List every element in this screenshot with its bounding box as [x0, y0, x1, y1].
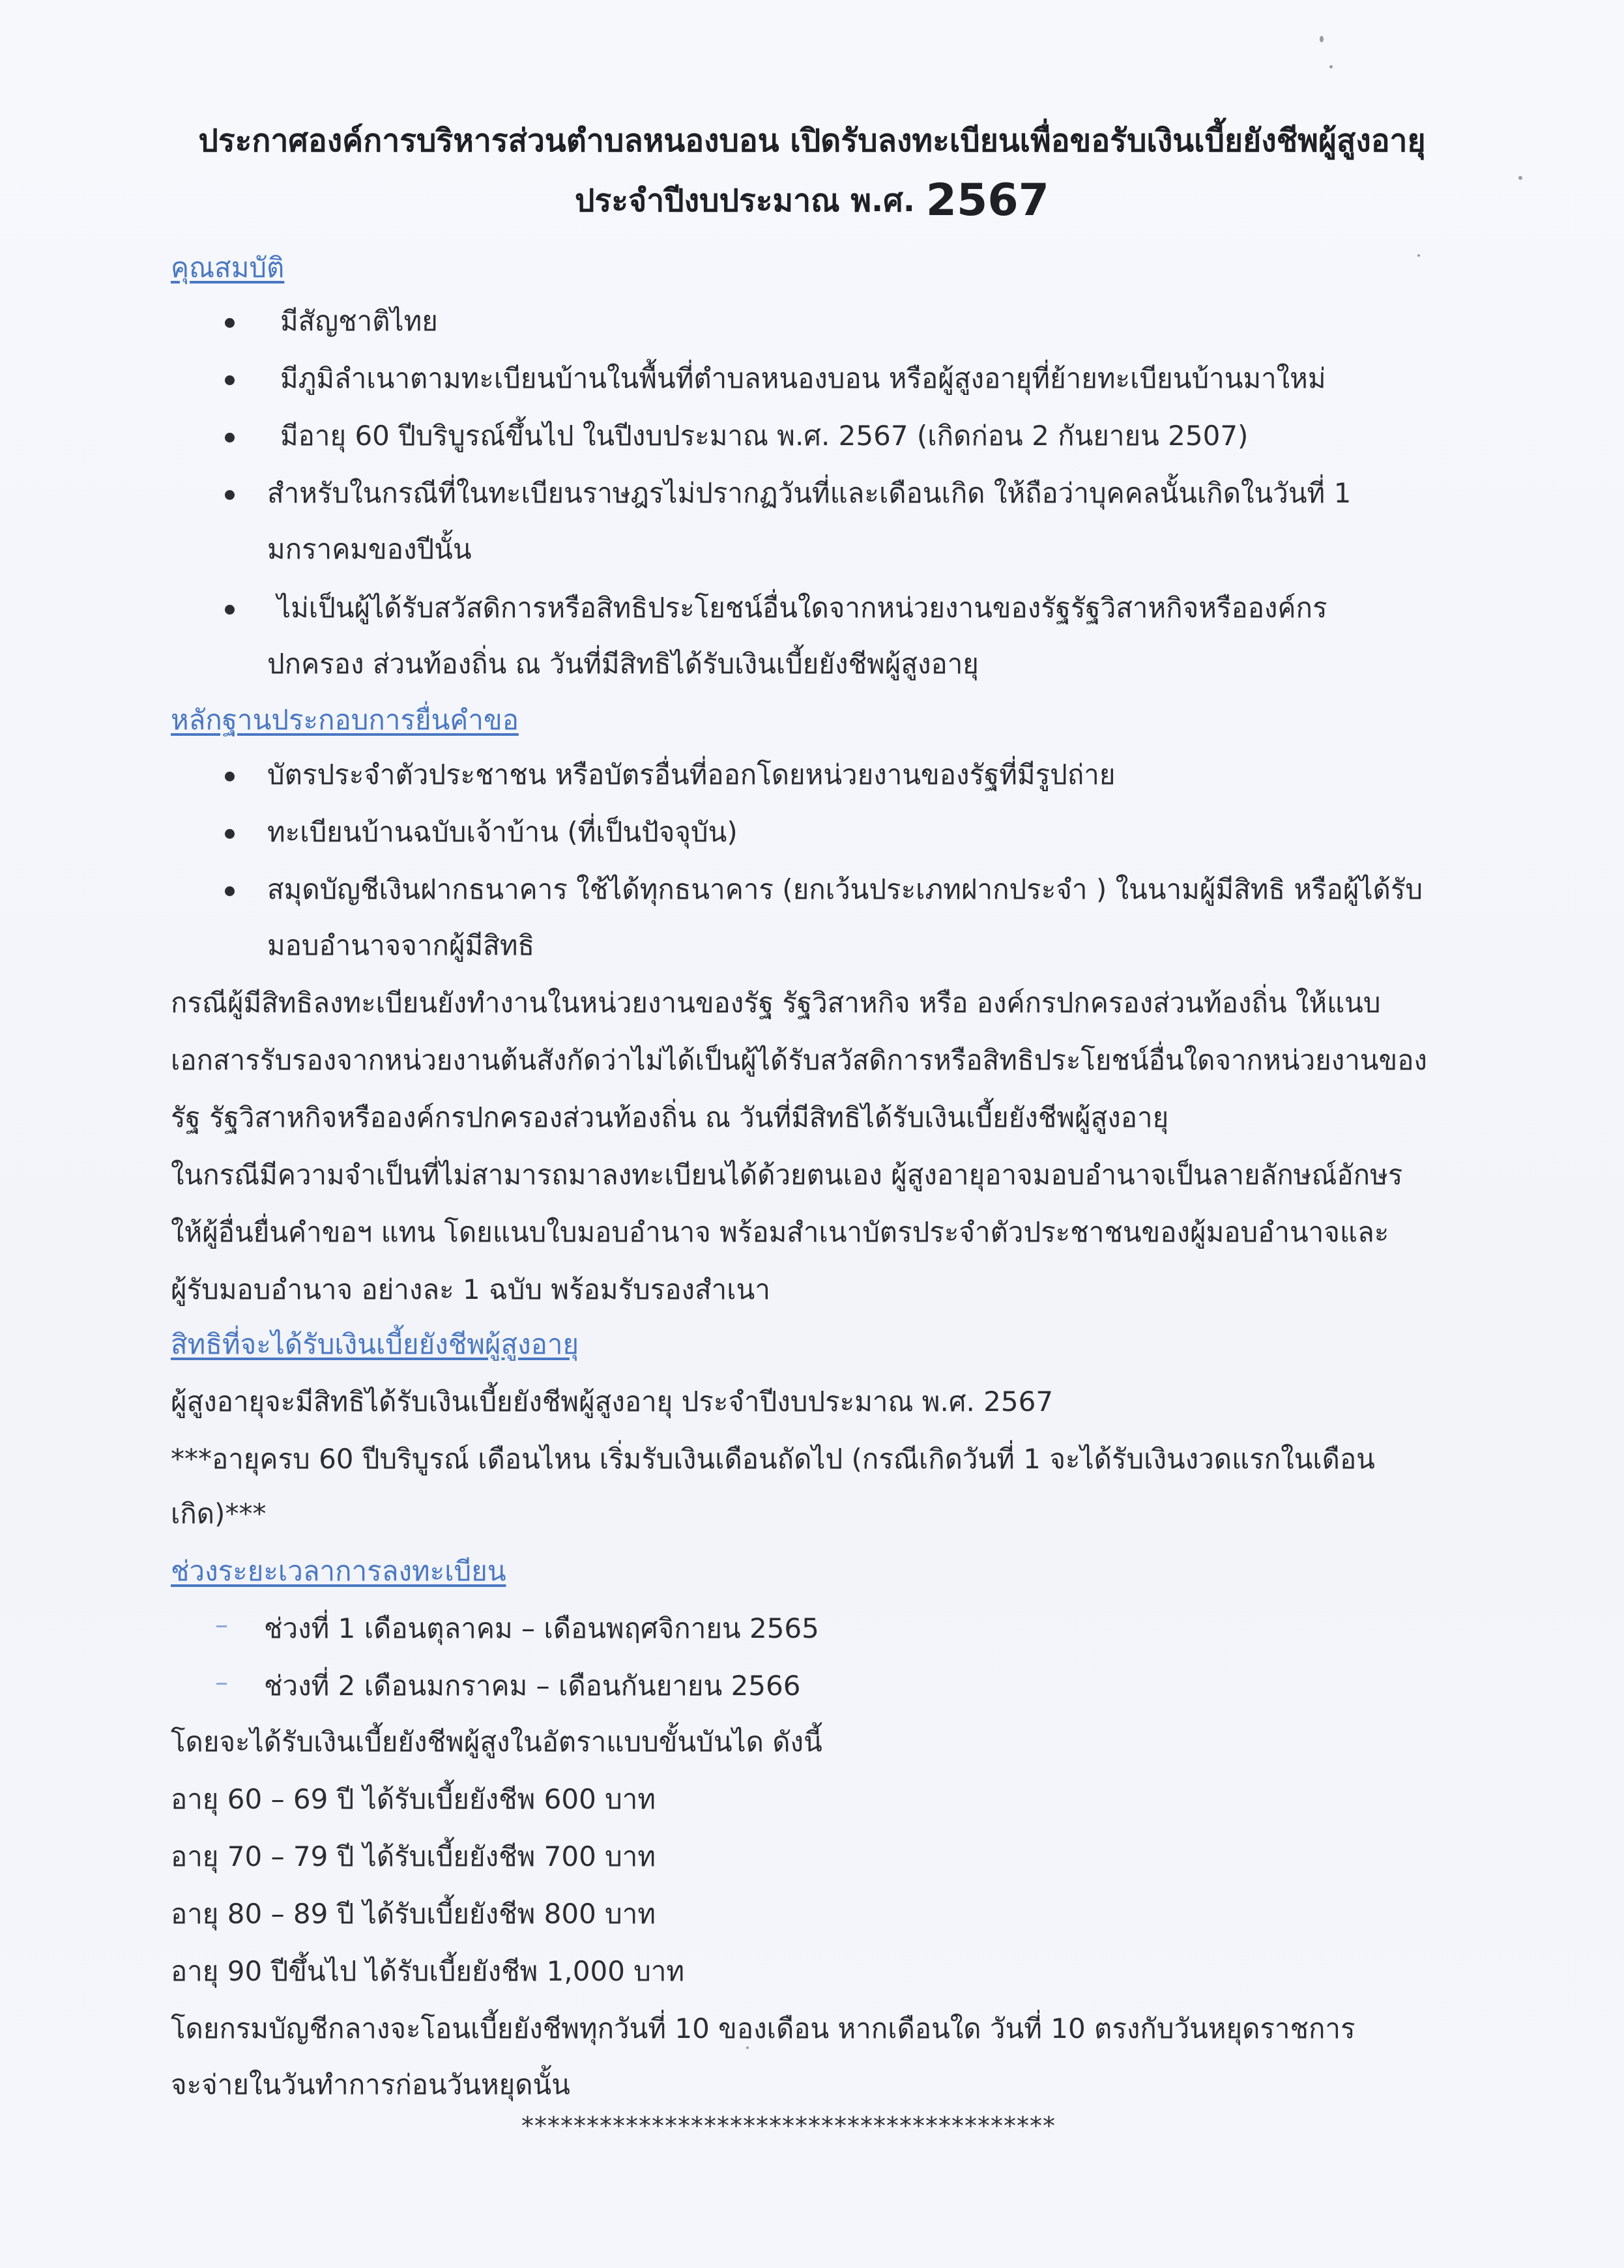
scan-speck [1329, 65, 1333, 68]
evidence-item: บัตรประจำตัวประชาชน หรือบัตรอื่นที่ออกโดยหน่วยงานของรัฐที่มีรูปถ่าย [267, 759, 1116, 791]
bullet-icon [225, 772, 235, 781]
bullet-icon [225, 490, 235, 500]
qualification-item: มีอายุ 60 ปีบริบูรณ์ขึ้นไป ในปีงบประมาณ พ.ศ. 2567 (เกิดก่อน 2 กันยายน 2507) [280, 420, 1249, 452]
evidence-item: ทะเบียนบ้านฉบับเจ้าบ้าน (ที่เป็นปัจจุบัน) [267, 816, 738, 848]
paragraph-line: ในกรณีมีความจำเป็นที่ไม่สามารถมาลงทะเบียนได้ด้วยตนเอง ผู้สูงอายุอาจมอบอำนาจเป็นลายลักษณ์อักษร [171, 1159, 1403, 1191]
paragraph-line: เอกสารรับรองจากหน่วยงานต้นสังกัดว่าไม่ได้เป็นผู้ได้รับสวัสดิการหรือสิทธิประโยชน์อื่นใดจากหน่วยงานของ [171, 1044, 1427, 1076]
rate-line: อายุ 90 ปีขึ้นไป ได้รับเบี้ยยังชีพ 1,000 บาท [171, 1955, 685, 1987]
paragraph-line: ***อายุครบ 60 ปีบริบูรณ์ เดือนไหน เริ่มรับเงินเดือนถัดไป (กรณีเกิดวันที่ 1 จะได้รับเงินงวดแรกในเดือน [171, 1443, 1375, 1475]
evidence-item: สมุดบัญชีเงินฝากธนาคาร ใช้ได้ทุกธนาคาร (ยกเว้นประเภทฝากประจำ ) ในนามผู้มีสิทธิ หรือผู้ได้รับ [267, 873, 1423, 905]
paragraph-line: จะจ่ายในวันทำการก่อนวันหยุดนั้น [171, 2069, 570, 2101]
announcement-title: ประกาศองค์การบริหารส่วนตำบลหนองบอน เปิดรับลงทะเบียนเพื่อขอรับเงินเบี้ยยังชีพผู้สูงอายุ [198, 123, 1426, 159]
registration-heading: ช่วงระยะเวลาการลงทะเบียน [171, 1555, 506, 1587]
registration-period: ช่วงที่ 2 เดือนมกราคม – เดือนกันยายน 2566 [264, 1670, 801, 1702]
qualification-item: มีภูมิลำเนาตามทะเบียนบ้านในพื้นที่ตำบลหนองบอน หรือผู้สูงอายุที่ย้ายทะเบียนบ้านมาใหม่ [280, 362, 1326, 394]
paragraph-line: ผู้รับมอบอำนาจ อย่างละ 1 ฉบับ พร้อมรับรองสำเนา [171, 1273, 770, 1305]
paragraph-line: โดยกรมบัญชีกลางจะโอนเบี้ยยังชีพทุกวันที่ 10 ของเดือน หากเดือนใด วันที่ 10 ตรงกับวันหยุดราชการ [171, 2013, 1356, 2044]
evidence-heading: หลักฐานประกอบการยื่นคำขอ [171, 704, 519, 736]
qualifications-heading: คุณสมบัติ [171, 252, 285, 284]
paragraph-line: ผู้สูงอายุจะมีสิทธิได้รับเงินเบี้ยยังชีพผู้สูงอายุ ประจำปีงบประมาณ พ.ศ. 2567 [171, 1386, 1054, 1418]
dash-icon [216, 1625, 227, 1627]
evidence-item-continued: มอบอำนาจจากผู้มีสิทธิ [267, 929, 535, 961]
qualification-item: สำหรับในกรณีที่ในทะเบียนราษฎรไม่ปรากฏวันที่และเดือนเกิด ให้ถือว่าบุคคลนั้นเกิดในวันที่ 1 [267, 477, 1352, 509]
registration-period: ช่วงที่ 1 เดือนตุลาคม – เดือนพฤศจิกายน 2565 [264, 1612, 819, 1644]
subtitle-year: 2567 [925, 175, 1049, 226]
bullet-icon [225, 433, 235, 443]
qualification-item: ไม่เป็นผู้ได้รับสวัสดิการหรือสิทธิประโยชน์อื่นใดจากหน่วยงานของรัฐรัฐวิสาหกิจหรือองค์กร [277, 592, 1327, 624]
footer-separator: ***************************************** [521, 2112, 1056, 2140]
bullet-icon [225, 886, 235, 896]
scan-speck [1417, 254, 1420, 257]
paragraph-line: เกิด)*** [171, 1498, 267, 1530]
paragraph-line: โดยจะได้รับเงินเบี้ยยังชีพผู้สูงในอัตราแบบขั้นบันได ดังนี้ [171, 1726, 822, 1758]
dash-icon [216, 1683, 227, 1685]
qualification-item-continued: ปกครอง ส่วนท้องถิ่น ณ วันที่มีสิทธิได้รับเงินเบี้ยยังชีพผู้สูงอายุ [267, 648, 979, 680]
paragraph-line: ให้ผู้อื่นยื่นคำขอฯ แทน โดยแนบใบมอบอำนาจ พร้อมสำเนาบัตรประจำตัวประชาชนของผู้มอบอำนาจและ [171, 1216, 1389, 1248]
bullet-icon [225, 375, 235, 385]
scan-speck [1320, 36, 1324, 42]
rate-line: อายุ 60 – 69 ปี ได้รับเบี้ยยังชีพ 600 บาท [171, 1783, 656, 1815]
rate-line: อายุ 80 – 89 ปี ได้รับเบี้ยยังชีพ 800 บาท [171, 1898, 656, 1930]
bullet-icon [225, 605, 235, 615]
qualification-item-continued: มกราคมของปีนั้น [267, 533, 472, 565]
paragraph-line: รัฐ รัฐวิสาหกิจหรือองค์กรปกครองส่วนท้องถิ่น ณ วันที่มีสิทธิได้รับเงินเบี้ยยังชีพผู้สูงอายุ [171, 1101, 1169, 1133]
rate-line: อายุ 70 – 79 ปี ได้รับเบี้ยยังชีพ 700 บาท [171, 1840, 656, 1872]
bullet-icon [225, 829, 235, 839]
qualification-item: มีสัญชาติไทย [280, 305, 438, 337]
subtitle-text: ประจำปีงบประมาณ พ.ศ. [575, 182, 915, 219]
announcement-subtitle [0, 175, 1624, 226]
bullet-icon [225, 318, 235, 328]
rights-heading: สิทธิที่จะได้รับเงินเบี้ยยังชีพผู้สูงอายุ [171, 1328, 579, 1360]
paragraph-line: กรณีผู้มีสิทธิลงทะเบียนยังทำงานในหน่วยงานของรัฐ รัฐวิสาหกิจ หรือ องค์กรปกครองส่วนท้องถิ่น ให้แนบ [171, 987, 1381, 1019]
